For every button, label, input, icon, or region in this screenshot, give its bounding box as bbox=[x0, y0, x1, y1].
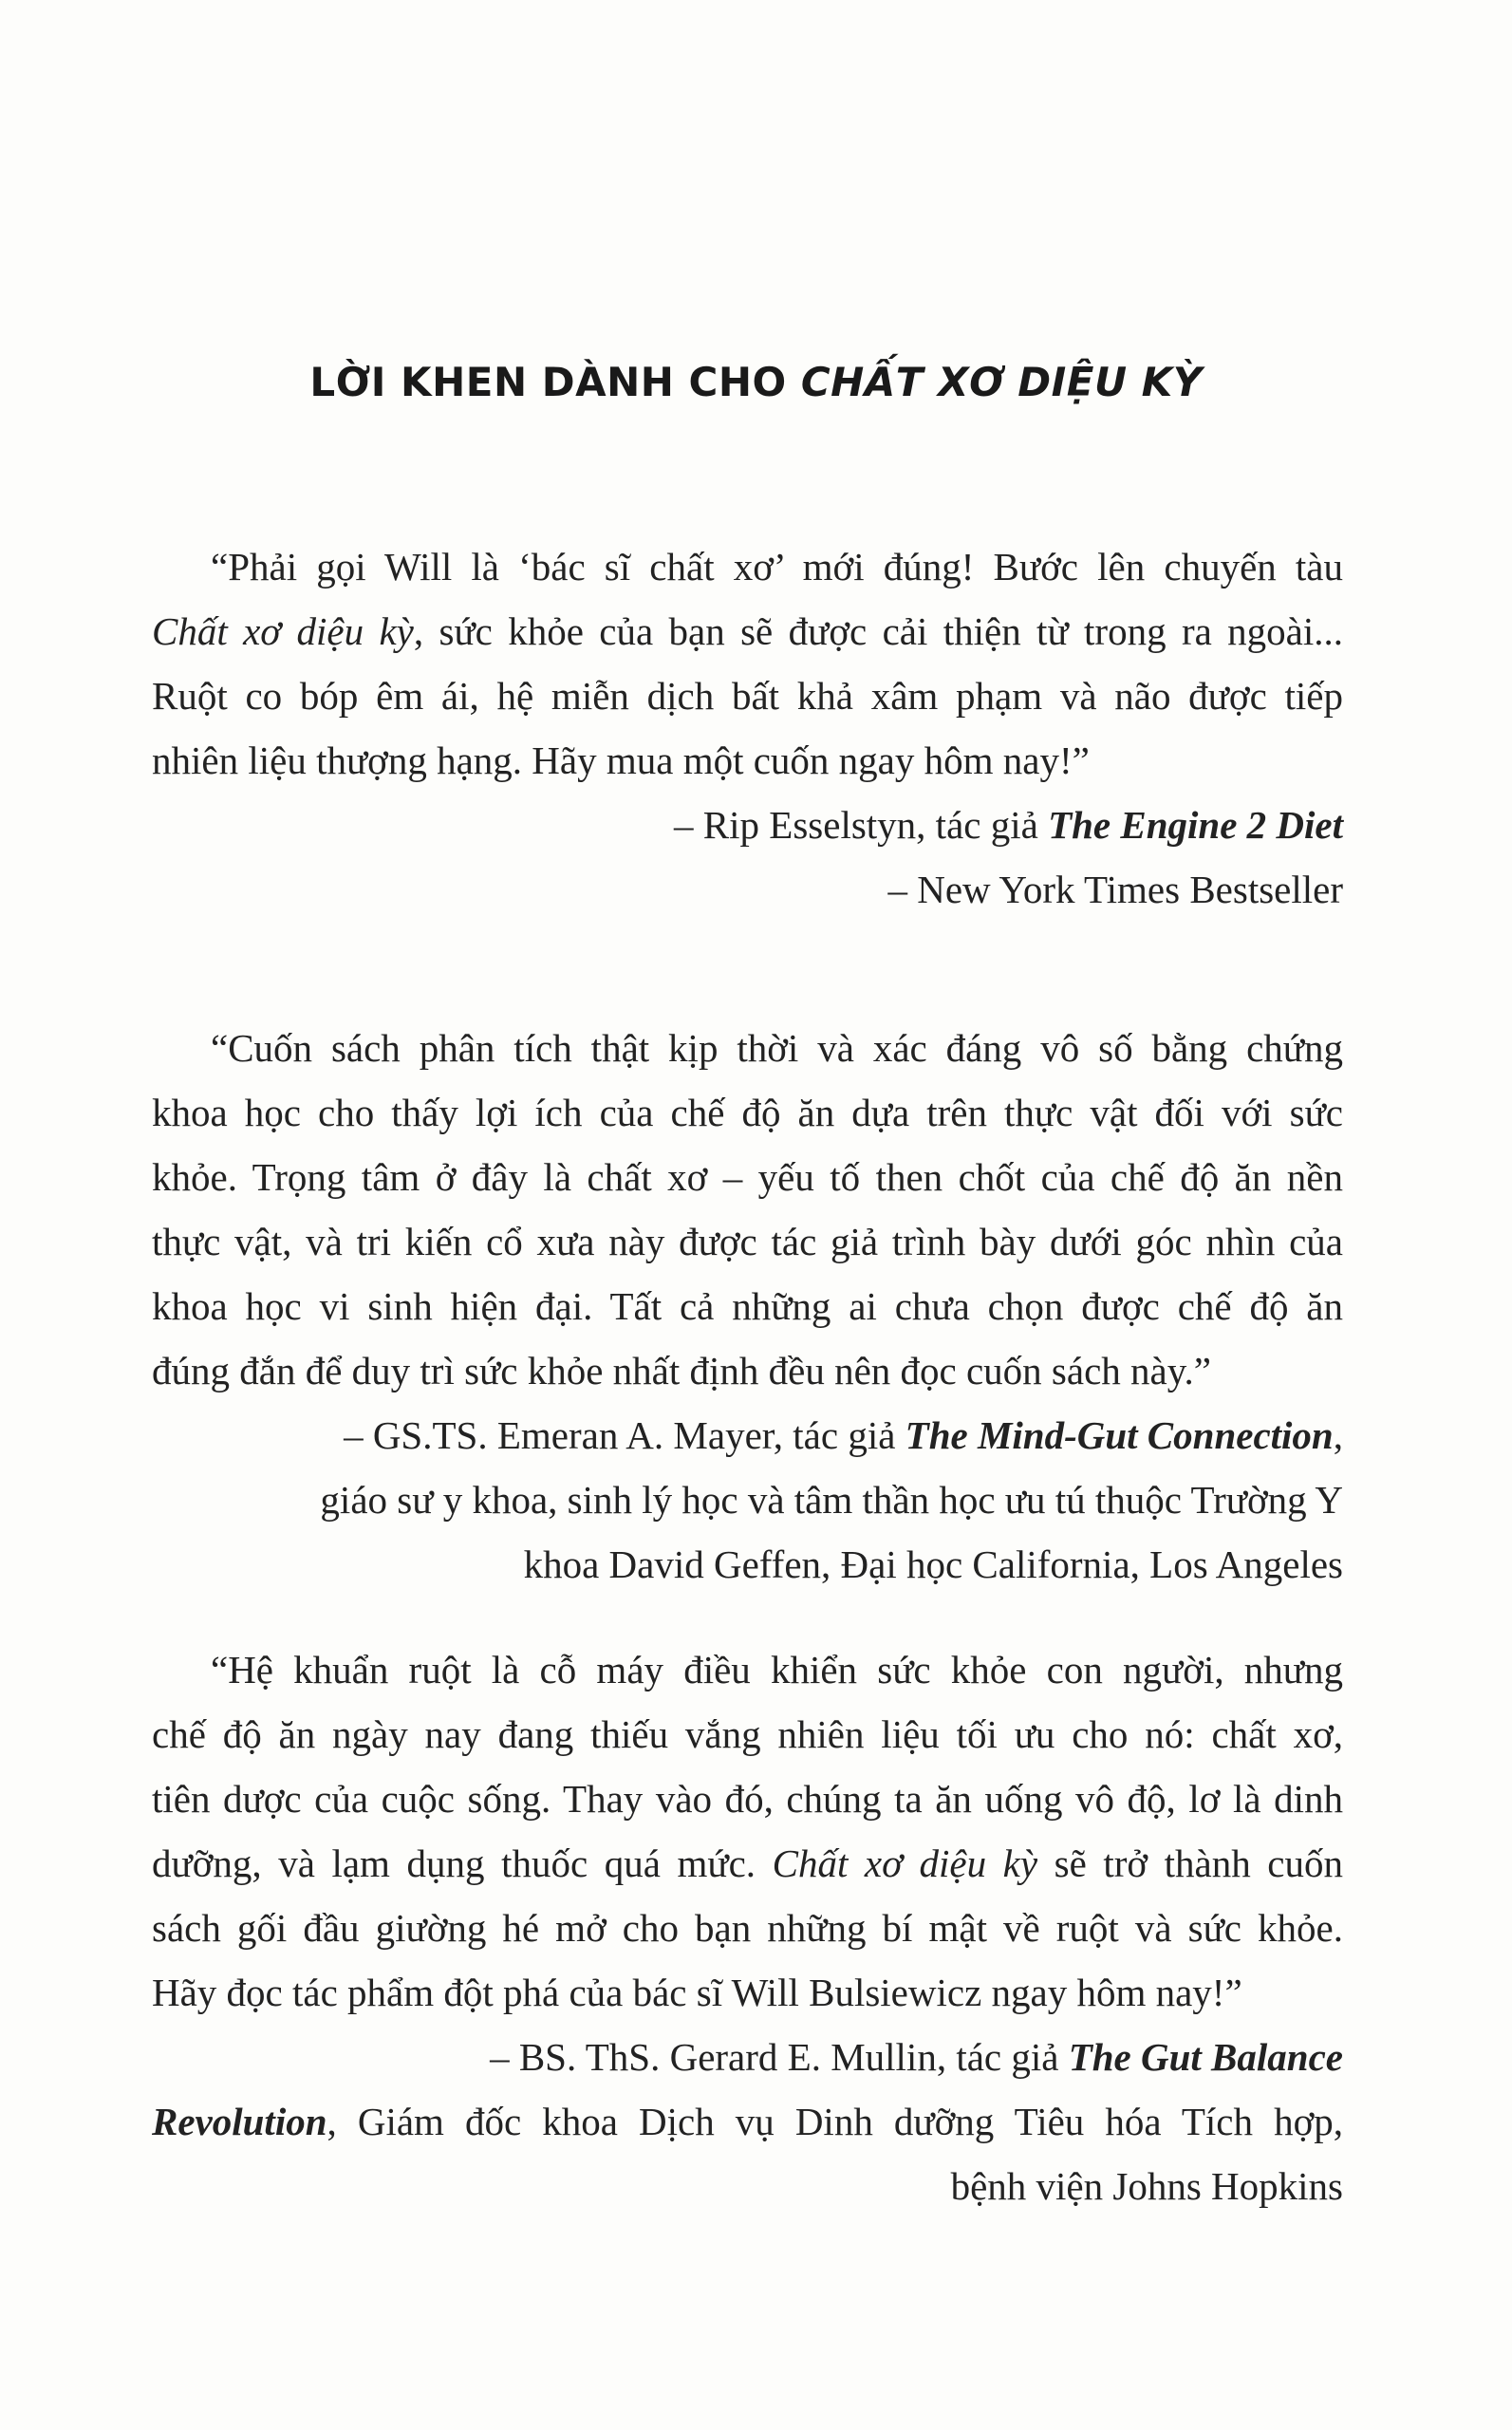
quote-line: chế độ ăn ngày nay đang thiếu vắng nhiên liệu tối ưu cho nó: chất xơ, bbox=[152, 1712, 1343, 1756]
quote-line: dưỡng, và lạm dụng thuốc quá mức. Chất xơ diệu kỳ sẽ trở thành cuốn bbox=[152, 1841, 1343, 1885]
testimonial-2 bbox=[152, 1016, 1343, 1597]
heading-text: LỜI KHEN DÀNH CHO bbox=[309, 359, 801, 405]
quote-line: sách gối đầu giường hé mở cho bạn những bí mật về ruột và sức khỏe. bbox=[152, 1906, 1343, 1950]
quote-line: thực vật, và tri kiến cổ xưa này được tác giả trình bày dưới góc nhìn của bbox=[152, 1220, 1343, 1263]
quote-line: Chất xơ diệu kỳ, sức khỏe của bạn sẽ được cải thiện từ trong ra ngoài... bbox=[152, 609, 1343, 653]
attribution-line: bệnh viện Johns Hopkins bbox=[950, 2164, 1343, 2208]
quote-line: “Phải gọi Will là ‘bác sĩ chất xơ’ mới đúng! Bước lên chuyến tàu bbox=[211, 545, 1343, 589]
cited-book-title: The Mind-Gut Connection bbox=[905, 1413, 1334, 1457]
heading-book-title: CHẤT XƠ DIỆU KỲ bbox=[800, 359, 1203, 405]
book-title-inline: Chất xơ diệu kỳ bbox=[152, 609, 414, 653]
page-heading bbox=[0, 359, 1512, 405]
quote-line: Ruột co bóp êm ái, hệ miễn dịch bất khả xâm phạm và não được tiếp bbox=[152, 674, 1343, 718]
quote-line: “Cuốn sách phân tích thật kịp thời và xác đáng vô số bằng chứng bbox=[211, 1026, 1343, 1070]
testimonial-3 bbox=[152, 1637, 1343, 2218]
cited-book-title: The Gut Balance bbox=[1068, 2035, 1343, 2079]
quote-line: khỏe. Trọng tâm ở đây là chất xơ – yếu tố then chốt của chế độ ăn nền bbox=[152, 1155, 1343, 1199]
attribution-line: – New York Times Bestseller bbox=[887, 868, 1343, 911]
attribution-line: giáo sư y khoa, sinh lý học và tâm thần học ưu tú thuộc Trường Y bbox=[320, 1478, 1343, 1522]
quote-line: “Hệ khuẩn ruột là cỗ máy điều khiển sức khỏe con người, nhưng bbox=[211, 1648, 1343, 1692]
quote-line: khoa học vi sinh hiện đại. Tất cả những ai chưa chọn được chế độ ăn bbox=[152, 1284, 1343, 1328]
quote-line: khoa học cho thấy lợi ích của chế độ ăn dựa trên thực vật đối với sức bbox=[152, 1091, 1343, 1134]
attribution-line: Revolution, Giám đốc khoa Dịch vụ Dinh dưỡng Tiêu hóa Tích hợp, bbox=[152, 2100, 1343, 2143]
attribution-line: – GS.TS. Emeran A. Mayer, tác giả The Mind-Gut Connection, bbox=[344, 1413, 1343, 1457]
attribution-line: – BS. ThS. Gerard E. Mullin, tác giả The Gut Balance bbox=[490, 2035, 1343, 2079]
cited-book-title: The Engine 2 Diet bbox=[1048, 803, 1343, 847]
quote-line: nhiên liệu thượng hạng. Hãy mua một cuốn ngay hôm nay!” bbox=[152, 738, 1090, 782]
quote-line: đúng đắn để duy trì sức khỏe nhất định đều nên đọc cuốn sách này.” bbox=[152, 1349, 1212, 1393]
testimonial-1 bbox=[152, 534, 1343, 922]
attribution-line: – Rip Esselstyn, tác giả The Engine 2 Diet bbox=[674, 803, 1343, 847]
attribution-line: khoa David Geffen, Đại học California, Los Angeles bbox=[523, 1542, 1343, 1586]
cited-book-title: Revolution bbox=[152, 2100, 327, 2143]
book-title-inline: Chất xơ diệu kỳ bbox=[772, 1841, 1038, 1885]
quote-line: tiên dược của cuộc sống. Thay vào đó, chúng ta ăn uống vô độ, lơ là dinh bbox=[152, 1777, 1343, 1821]
quote-line: Hãy đọc tác phẩm đột phá của bác sĩ Will Bulsiewicz ngay hôm nay!” bbox=[152, 1971, 1242, 2014]
